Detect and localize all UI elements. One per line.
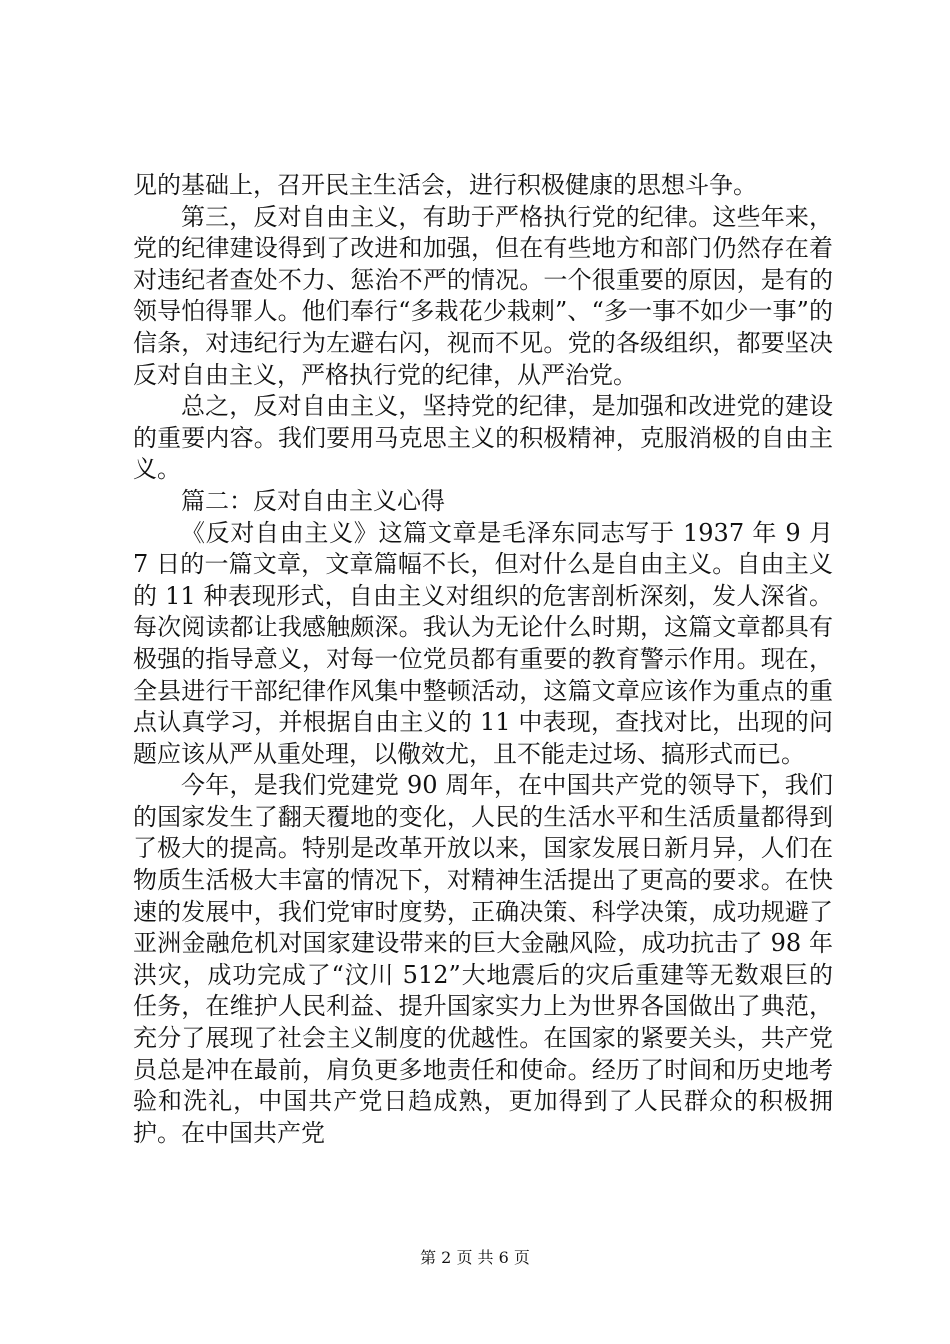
paragraph-third-point: 第三，反对自由主义，有助于严格执行党的纪律。这些年来，党的纪律建设得到了改进和加强，但在有些地方和部门仍然存在着对违纪者查处不力、惩治不严的情况。一个很重要的原因，是有的领导怕得罪人。他们奉行“多栽花少栽刺”、“多一事不如少一事”的信条，对违纪行为左避右闪，视而不见。党的各级组织，都要坚决反对自由主义，严格执行党的纪律，从严治党。	[133, 202, 833, 389]
paragraph-article-intro: 《反对自由主义》这篇文章是毛泽东同志写于 1937 年 9 月 7 日的一篇文章，文章篇幅不长，但对什么是自由主义。自由主义的 11 种表现形式，自由主义对组织的危害剖析深刻，发人深省。每次阅读都让我感触颇深。我认为无论什么时期，这篇文章都具有极强的指导意义，对每一位党员都有重要的教育警示作用。现在，全县进行干部纪律作风集中整顿活动，这篇文章应该作为重点的重点认真学习，并根据自由主义的 11 中表现，查找对比，出现的问题应该从严从重处理，以儆效尤，且不能走过场、搞形式而已。	[133, 518, 833, 768]
paragraph-party-anniversary: 今年，是我们党建党 90 周年，在中国共产党的领导下，我们的国家发生了翻天覆地的变化，人民的生活水平和生活质量都得到了极大的提高。特别是改革开放以来，国家发展日新月异，人们在物质生活极大丰富的情况下，对精神生活提出了更高的要求。在快速的发展中，我们党审时度势，正确决策、科学决策，成功规避了亚洲金融危机对国家建设带来的巨大金融风险，成功抗击了 98 年洪灾，成功完成了“汶川 512”大地震后的灾后重建等无数艰巨的任务，在维护人民利益、提升国家实力上为世界各国做出了典范，充分了展现了社会主义制度的优越性。在国家的紧要关头，共产党员总是冲在最前，肩负更多地责任和使命。经历了时间和历史地考验和洗礼，中国共产党日趋成熟，更加得到了人民群众的积极拥护。在中国共产党	[133, 771, 833, 1147]
body-text	[133, 170, 833, 1149]
section-heading: 篇二：反对自由主义心得	[181, 486, 445, 515]
paragraph-continuation: 见的基础上，召开民主生活会，进行积极健康的思想斗争。	[133, 171, 757, 199]
paragraph-conclusion: 总之，反对自由主义，坚持党的纪律，是加强和改进党的建设的重要内容。我们要用马克思主义的积极精神，克服消极的自由主义。	[133, 392, 833, 484]
page-footer: 第 2 页 共 6 页	[420, 1248, 530, 1267]
